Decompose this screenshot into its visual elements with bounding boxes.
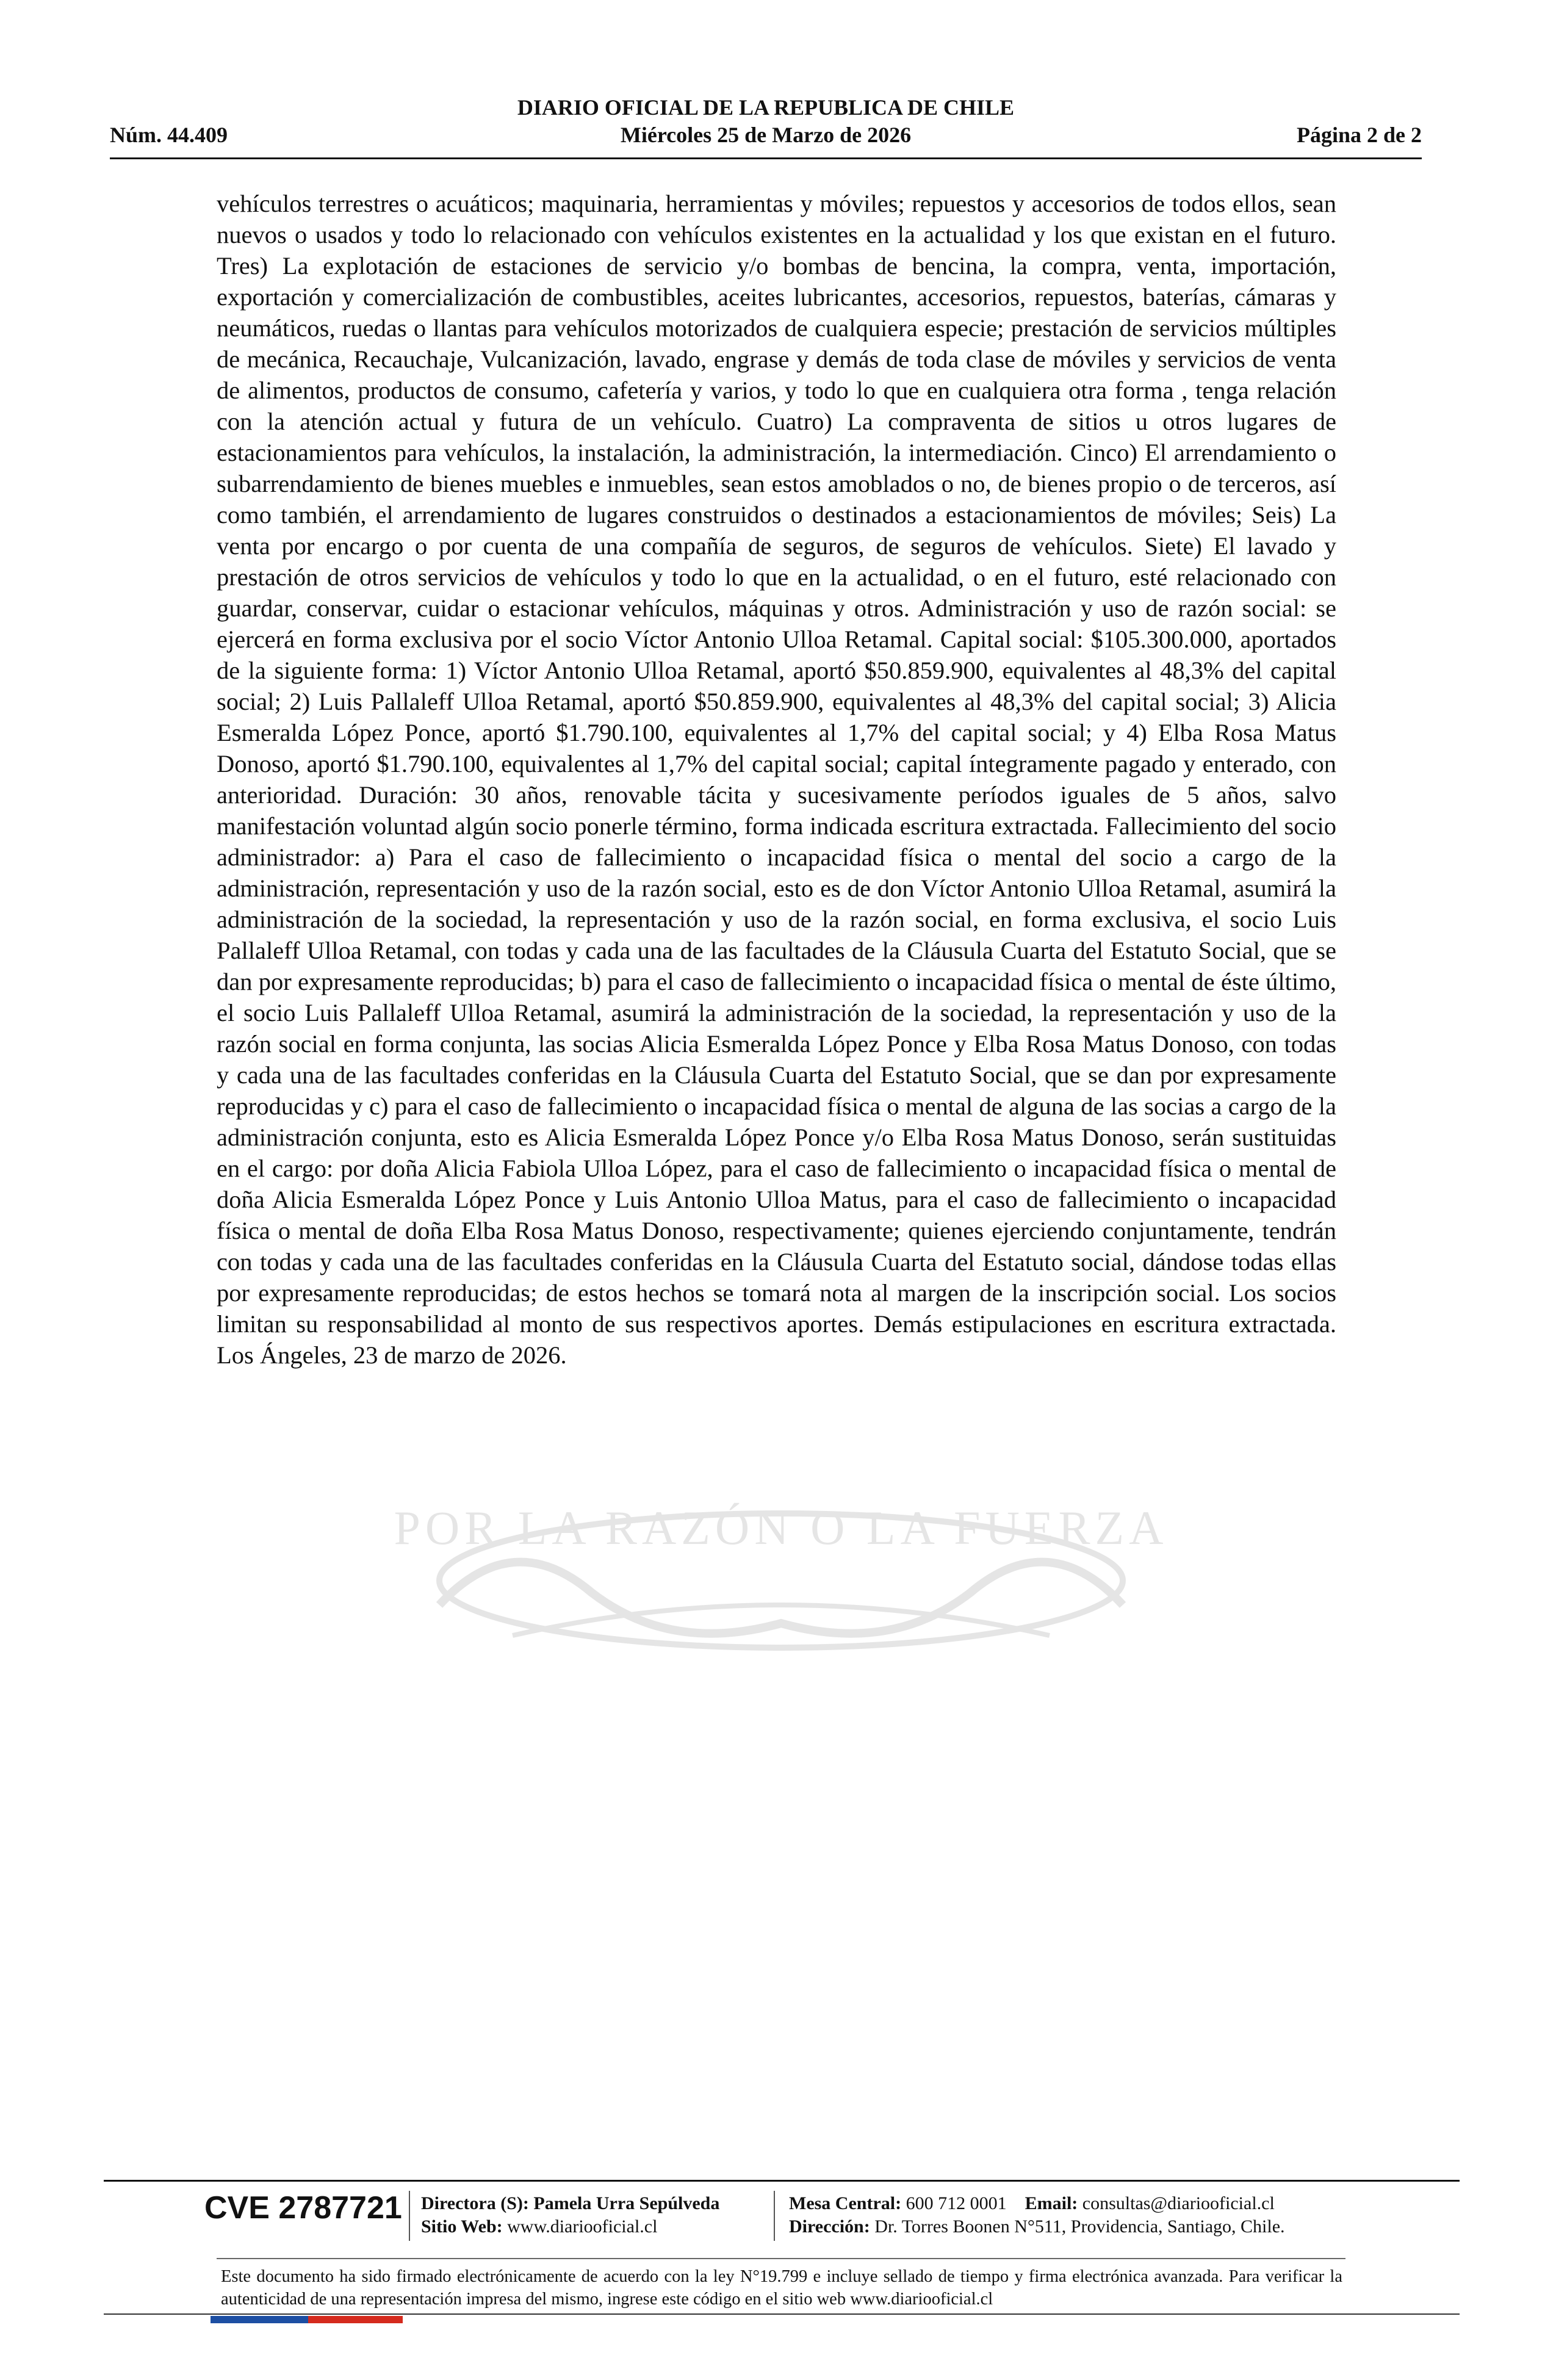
header-divider [110, 157, 1422, 159]
footer-separator [774, 2191, 775, 2241]
director-name: Pamela Urra Sepúlveda [533, 2193, 720, 2213]
site-label: Sitio Web: [421, 2216, 503, 2237]
footer-middle-rule [217, 2258, 1345, 2259]
footer-separator [409, 2191, 410, 2241]
phone-value: 600 712 0001 [906, 2193, 1007, 2213]
electronic-signature-notice: Este documento ha sido firmado electrónicamente de acuerdo con la ley N°19.799 e incluye sellado de tiempo y firma electrónica avanzada. Para verificar la autenticidad de una representación impresa del mismo, ingrese este código en el sitio web www.diariooficial.cl [221, 2267, 1342, 2309]
address-line [789, 2215, 1285, 2238]
footer-bottom-rule [104, 2313, 1460, 2315]
email-label: Email: [1025, 2193, 1078, 2213]
address-label: Dirección: [789, 2216, 870, 2237]
footer-top-rule [104, 2180, 1460, 2182]
cve-code: CVE 2787721 [204, 2190, 402, 2226]
flag-stripe-red [308, 2316, 403, 2323]
phone-email-line [789, 2192, 1285, 2215]
site-line [421, 2215, 719, 2238]
coat-of-arms-watermark [391, 1452, 1172, 1660]
flag-stripe-blue [211, 2316, 308, 2323]
email-link[interactable]: consultas@diariooficial.cl [1082, 2193, 1275, 2213]
director-label: Directora (S): [421, 2193, 529, 2213]
site-link[interactable]: www.diariooficial.cl [507, 2216, 658, 2237]
address-value: Dr. Torres Boonen N°511, Providencia, Santiago, Chile. [874, 2216, 1285, 2237]
page-indicator: Página 2 de 2 [1296, 123, 1422, 147]
newspaper-title: DIARIO OFICIAL DE LA REPUBLICA DE CHILE [517, 95, 1015, 120]
extract-body-text: vehículos terrestres o acuáticos; maquinaria, herramientas y móviles; repuestos y accesorios de todos ellos, sean nuevos o usados y todo lo relacionado con vehículos existentes en la actualidad y los que existan en el futuro. Tres) La explotación de estaciones de servicio y/o bombas de bencina, la compra, venta, importación, exportación y comercialización de combustibles, aceites lubricantes, accesorios, repuestos, baterías, cámaras y neumáticos, ruedas o llantas para vehículos motorizados de cualquiera especie; prestación de servicios múltiples de mecánica, Recauchaje, Vulcanización, lavado, engrase y demás de toda clase de móviles y servicios de venta de alimentos, productos de consumo, cafetería y varios, y todo lo que en cualquiera otra forma , tenga relación con la atención actual y futura de un vehículo. Cuatro) La compraventa de sitios u otros lugares de estacionamientos para vehículos, la instalación, la administración, la intermediación. Cinco) El arrendamiento o subarrendamiento de bienes muebles e inmuebles, sean estos amoblados o no, de bienes propio o de terceros, así como también, el arrendamiento de lugares construidos o destinados a estacionamientos de móviles; Seis) La venta por encargo o por cuenta de una compañía de seguros, de seguros de vehículos. Siete) El lavado y prestación de otros servicios de vehículos y todo lo que en la actualidad, o en el futuro, esté relacionado con guardar, conservar, cuidar o estacionar vehículos, máquinas y otros. Administración y uso de razón social: se ejercerá en forma exclusiva por el socio Víctor Antonio Ulloa Retamal. Capital social: $105.300.000, aportados de la siguiente forma: 1) Víctor Antonio Ulloa Retamal, aportó $50.859.900, equivalentes al 48,3% del capital social; 2) Luis Pallaleff Ulloa Retamal, aportó $50.859.900, equivalentes al 48,3% del capital social; 3) Alicia Esmeralda López Ponce, aportó $1.790.100, equivalentes al 1,7% del capital social; y 4) Elba Rosa Matus Donoso, aportó $1.790.100, equivalentes al 1,7% del capital social; capital íntegramente pagado y enterado, con anterioridad. Duración: 30 años, renovable tácita y sucesivamente períodos iguales de 5 años, salvo manifestación voluntad algún socio ponerle término, forma indicada escritura extractada. Fallecimiento del socio administrador: a) Para el caso de fallecimiento o incapacidad física o mental del socio a cargo de la administración, representación y uso de la razón social, esto es de don Víctor Antonio Ulloa Retamal, asumirá la administración de la sociedad, la representación y uso de la razón social, en forma exclusiva, el socio Luis Pallaleff Ulloa Retamal, con todas y cada una de las facultades de la Cláusula Cuarta del Estatuto Social, que se dan por expresamente reproducidas; b) para el caso de fallecimiento o incapacidad física o mental de éste último, el socio Luis Pallaleff Ulloa Retamal, asumirá la administración de la sociedad, la representación y uso de la razón social en forma conjunta, las socias Alicia Esmeralda López Ponce y Elba Rosa Matus Donoso, con todas y cada una de las facultades conferidas en la Cláusula Cuarta del Estatuto Social, que se dan por expresamente reproducidas y c) para el caso de fallecimiento o incapacidad física o mental de alguna de las socias a cargo de la administración conjunta, esto es Alicia Esmeralda López Ponce y/o Elba Rosa Matus Donoso, serán sustituidas en el cargo: por doña Alicia Fabiola Ulloa López, para el caso de fallecimiento o incapacidad física o mental de doña Alicia Esmeralda López Ponce y Luis Antonio Ulloa Matus, para el caso de fallecimiento o incapacidad física o mental de doña Elba Rosa Matus Donoso, respectivamente; quienes ejerciendo conjuntamente, tendrán con todas y cada una de las facultades conferidas en la Cláusula Cuarta del Estatuto social, dándose todas ellas por expresamente reproducidas; de estos hechos se tomará nota al margen de la inscripción social. Los socios limitan su responsabilidad al monto de sus respectivos aportes. Demás estipulaciones en escritura extractada. Los Ángeles, 23 de marzo de 2026. [217, 190, 1336, 1369]
issue-date: Miércoles 25 de Marzo de 2026 [620, 123, 912, 147]
footer-contact-left [421, 2192, 719, 2238]
director-line [421, 2192, 719, 2215]
issue-number: Núm. 44.409 [110, 123, 228, 147]
page-header [110, 95, 1422, 156]
phone-label: Mesa Central: [789, 2193, 902, 2213]
footer-contact-right [789, 2192, 1285, 2238]
watermark-motto: POR LA RAZÓN O LA FUERZA [394, 1501, 1169, 1554]
